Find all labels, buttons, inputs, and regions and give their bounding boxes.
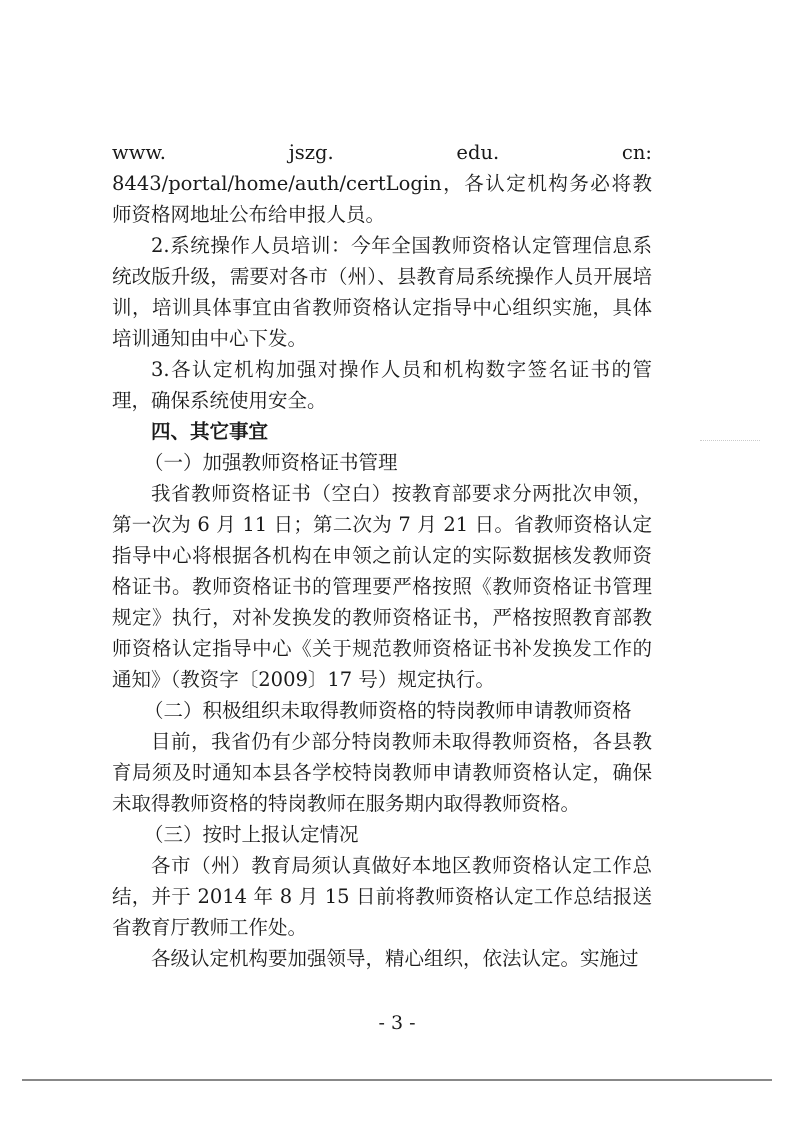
paragraph-leadership: 各级认定机构要加强领导，精心组织，依法认定。实施过 — [151, 947, 639, 970]
paragraph-url-continuation: www. jszg. edu. cn: 8443/portal/home/auth/certLogin，各认定机构务必将教师资格网地址公布给申报人员。 — [112, 141, 652, 226]
subheading-timely-report: （三）按时上报认定情况 — [144, 823, 359, 846]
subheading-certificate-management: （一）加强教师资格证书管理 — [144, 451, 398, 474]
paragraph-special-post-teachers: 目前，我省仍有少部分特岗教师未取得教师资格，各县教育局须及时通知本县各学校特岗教师申请教师资格认定，确保未取得教师资格的特岗教师在服务期内取得教师资格。 — [112, 730, 652, 815]
page-number: - 3 - — [378, 1012, 416, 1034]
scan-artifact — [700, 440, 760, 443]
paragraph-timely-report: 各市（州）教育局须认真做好本地区教师资格认定工作总结，并于 2014 年 8 月 15 日前将教师资格认定工作总结报送省教育厅教师工作处。 — [112, 854, 652, 939]
paragraph-certificate-details: 我省教师资格证书（空白）按教育部要求分两批次申领，第一次为 6 月 11 日；第二次为 7 月 21 日。省教师资格认定指导中心将根据各机构在申领之前认定的实际数据核发教师资格证书。教师资格证书的管理要严格按照《教师资格证书管理规定》执行，对补发换发的教师资格证书，严格按照教育部教师资格认定指导中心《关于规范教师资格证书补发换发工作的通知》（教资字〔2009〕17 号）规定执行。 — [112, 482, 652, 691]
paragraph-operator-training: 2.系统操作人员培训：今年全国教师资格认定管理信息系统改版升级，需要对各市（州）、县教育局系统操作人员开展培训，培训具体事宜由省教师资格认定指导中心组织实施，具体培训通知由中心下发。 — [112, 234, 652, 350]
subheading-special-post-teachers: （二）积极组织未取得教师资格的特岗教师申请教师资格 — [144, 699, 632, 722]
scan-edge-line — [22, 1079, 772, 1081]
section-heading-other-matters: 四、其它事宜 — [151, 420, 269, 443]
document-body — [112, 137, 652, 974]
paragraph-certificate-management: 3.各认定机构加强对操作人员和机构数字签名证书的管理，确保系统使用安全。 — [112, 358, 652, 412]
